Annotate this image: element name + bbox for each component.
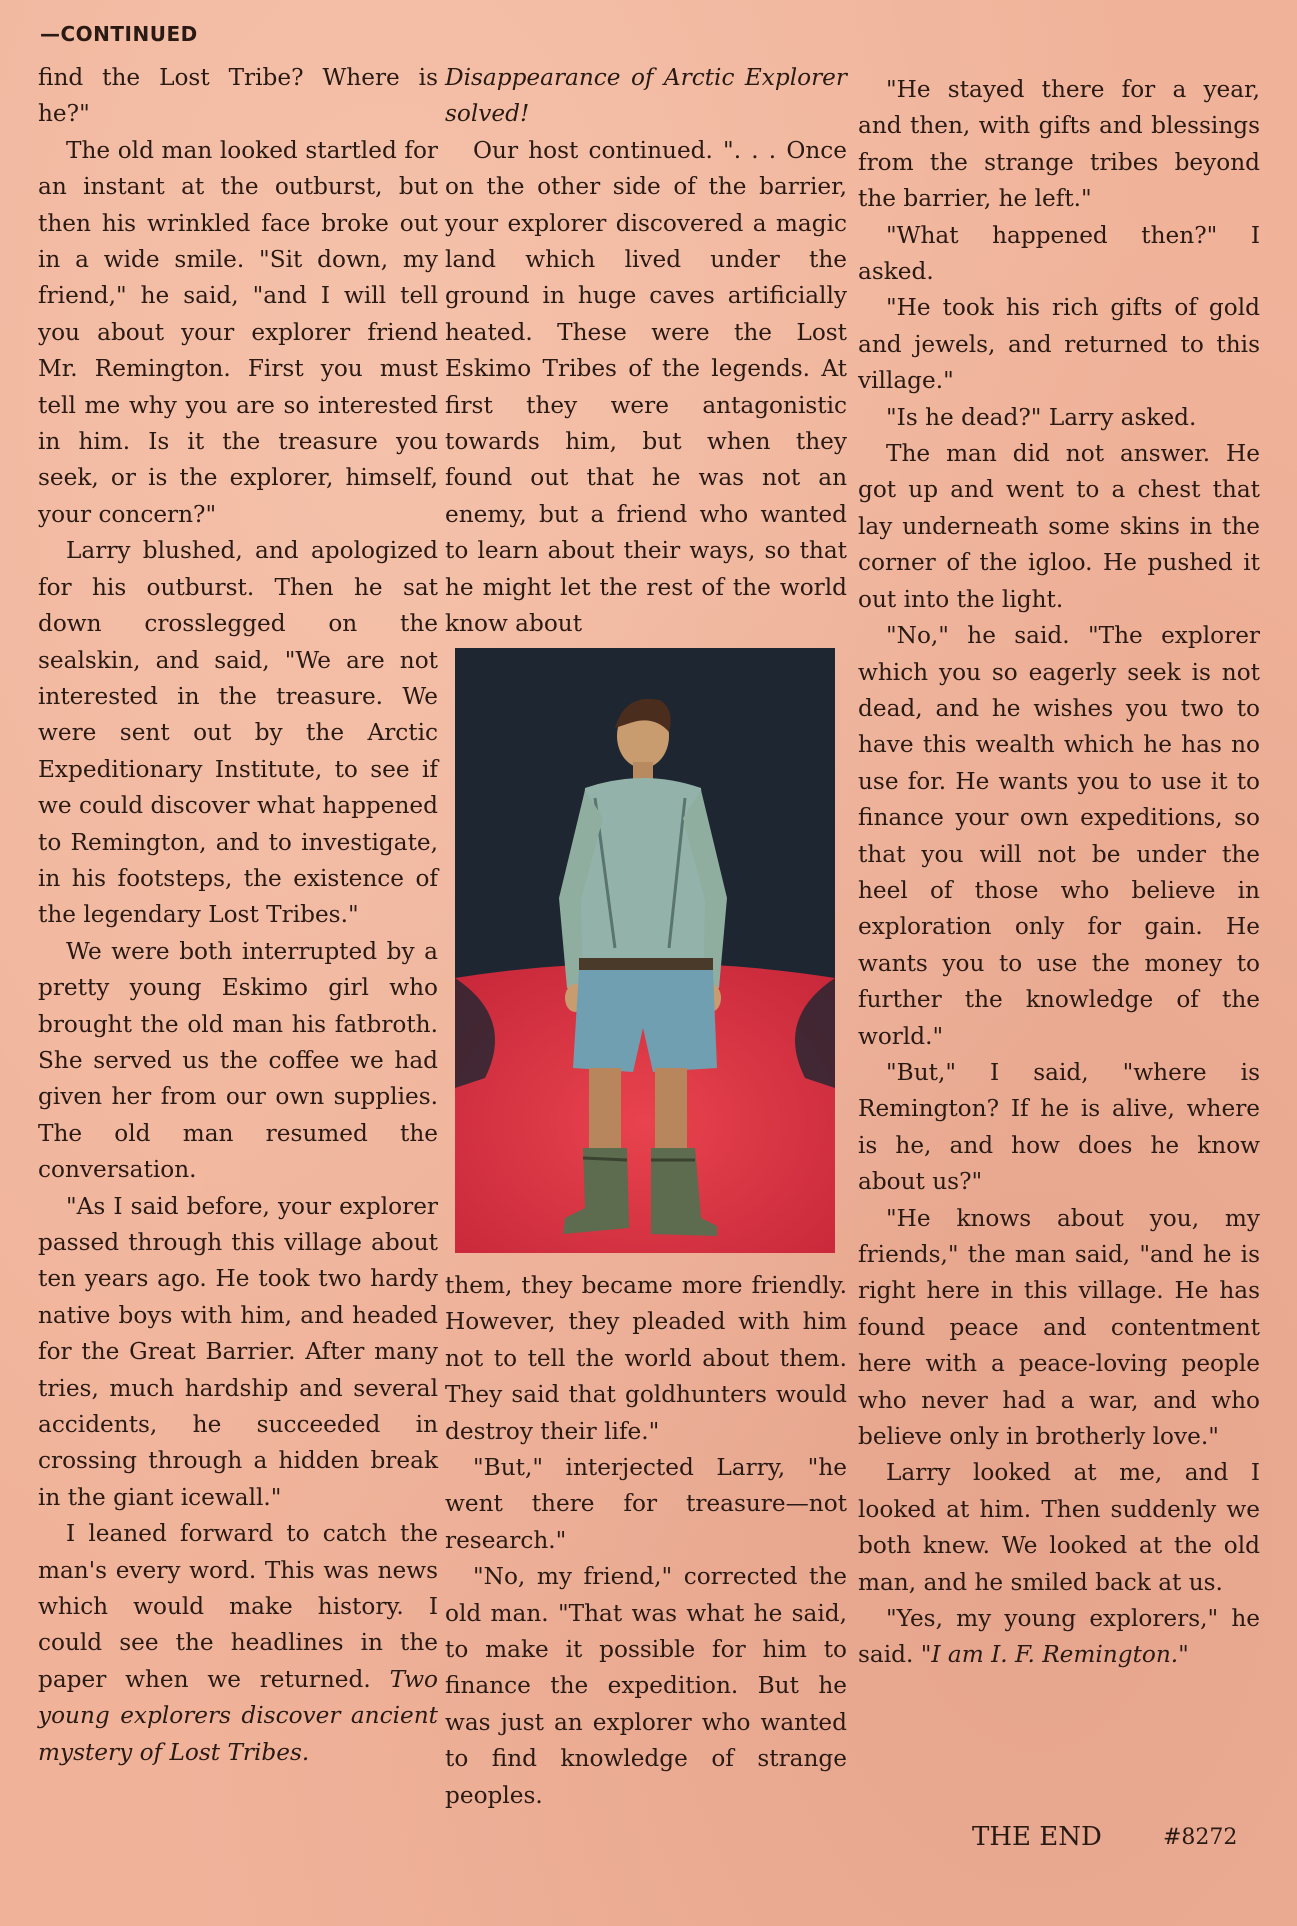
paragraph: find the Lost Tribe? Where is he?": [38, 64, 438, 128]
paragraph: "No," he said. "The explorer which you so eagerly seek is not dead, and he wishes you two to have this wealth which he has no use for. He wants you to use it to finance your own expeditions, so that you will not be under the heel of those who believe in exploration only for gain. He wants you to use the money to further the knowledge of the world.": [858, 622, 1260, 1050]
paragraph: "What happened then?" I asked.: [858, 221, 1260, 286]
paragraph: "No, my friend," corrected the old man. "That was what he said, to make it possible for him to finance the expedition. But he was just an explorer who wanted to find knowledge of strange peoples.: [445, 1563, 847, 1809]
paragraph: The old man looked startled for an instant at the outburst, but then his wrinkled face broke out in a wide smile. "Sit down, my friend," he said, "and I will tell you about your explorer friend Mr. Remington. First you must tell me why you are so interested in him. Is it the treasure you seek, or is the explorer, himself, your concern?": [38, 136, 438, 528]
final-quote: ": [1178, 1641, 1189, 1669]
paragraph: Larry looked at me, and I looked at him. Then suddenly we both knew. We looked at the old man, and he smiled back at us.: [858, 1459, 1260, 1596]
paragraph: "He stayed there for a year, and then, with gifts and blessings from the strange tribes beyond the barrier, he left.": [858, 76, 1260, 213]
paragraph: We were both interrupted by a pretty young Eskimo girl who brought the old man his fatbroth. She served us the coffee we had given her from our own supplies. The old man resumed the conversation.: [38, 937, 438, 1184]
paragraph: "Is he dead?" Larry asked.: [886, 403, 1197, 431]
explorer-illustration: [455, 648, 835, 1253]
paragraph: Larry blushed, and apologized for his outburst. Then he sat down crosslegged on the sealskin, and said, "We are not interested in the treasure. We were sent out by the Arctic Expeditionary Institute, to see if we could discover what happened to Remington, and to investigate, in his footsteps, the existence of the legendary Lost Tribes.": [38, 537, 438, 929]
column-3: [858, 72, 1260, 1674]
column-2-top: [445, 60, 847, 643]
column-1: [38, 60, 438, 1771]
paragraph-headline: [38, 1516, 438, 1771]
paragraph: "But," interjected Larry, "he went there for treasure—not research.": [445, 1454, 847, 1554]
paragraph: "He knows about you, my friends," the man said, "and he is right here in this village. He has found peace and contentment here with a peace-loving people who never had a war, and who believe only in brotherly love.": [858, 1204, 1260, 1451]
final-paragraph: [858, 1601, 1260, 1674]
final-text: "Yes, my young explorers," he said. ": [858, 1605, 1260, 1669]
headline-text: Disappearance of Arctic Explorer solved!: [445, 64, 847, 128]
paragraph: "He took his rich gifts of gold and jewels, and returned to this village.": [858, 294, 1260, 395]
paragraph: "But," I said, "where is Remington? If he is alive, where is he, and how does he know about us?": [858, 1058, 1260, 1196]
paragraph-text: I leaned forward to catch the man's every word. This was news which would make history. I could see the headlines in the paper when we returned.: [38, 1520, 438, 1693]
paragraph: Our host continued. ". . . Once on the other side of the barrier, your explorer discovered a magic land which lived under the ground in huge caves artificially heated. These were the Lost Eskimo Tribes of the legends. At first they were antagonistic towards him, but when they found out that he was not an enemy, but a friend who wanted to learn about their ways, so that he might let the rest of the world know about: [445, 136, 847, 638]
explorer-figure-icon: [455, 648, 835, 1253]
headline-italic-2: [445, 60, 847, 133]
column-2-bottom: [445, 1268, 847, 1814]
paragraph: "As I said before, your explorer passed through this village about ten years ago. He took two hardy native boys with him, and headed for the Great Barrier. After many tries, much hardship and several accidents, he succeeded in crossing through a hidden break in the giant icewall.": [38, 1192, 438, 1511]
paragraph: The man did not answer. He got up and went to a chest that lay underneath some skins in the corner of the igloo. He pushed it out into the light.: [858, 440, 1260, 613]
final-italic: I am I. F. Remington.: [931, 1641, 1179, 1669]
continued-header: —CONTINUED: [40, 22, 198, 46]
paragraph: them, they became more friendly. However, they pleaded with him not to tell the world about them. They said that goldhunters would destroy their life.": [445, 1272, 847, 1445]
the-end-label: THE END: [972, 1822, 1102, 1852]
headline-italic: Two young explorers discover ancient mystery of Lost Tribes.: [38, 1665, 439, 1766]
story-code: #8272: [1163, 1825, 1238, 1850]
